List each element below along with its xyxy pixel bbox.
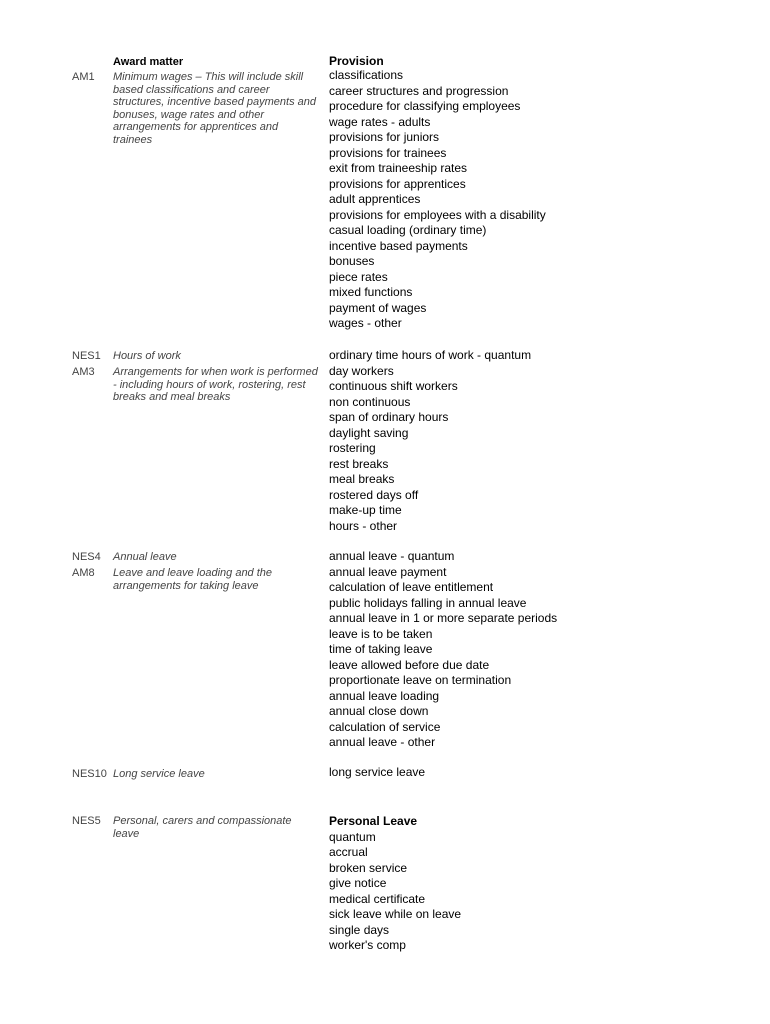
matter-code: NES1 — [72, 350, 101, 362]
provision-item: exit from traineeship rates — [329, 161, 468, 175]
matter-code: NES5 — [72, 815, 101, 827]
provision-item: hours - other — [329, 518, 398, 533]
provision-item: make-up time — [329, 503, 402, 517]
provision-item: non continuous — [329, 394, 411, 409]
provision-item: proportionate leave on termination — [329, 673, 512, 687]
provision-item: annual leave payment — [329, 564, 447, 579]
matter-code: NES4 — [72, 551, 101, 563]
provision-item: worker's comp — [329, 938, 406, 952]
provision-item: continuous shift workers — [329, 379, 458, 393]
provision-item: ordinary time hours of work - quantum — [329, 348, 532, 362]
provision-item: piece rates — [329, 269, 388, 284]
matter-code: AM1 — [72, 71, 95, 83]
matter-description: Annual leave — [113, 551, 177, 563]
provision-item: span of ordinary hours — [329, 410, 449, 424]
provision-group-title: Personal Leave — [329, 814, 418, 828]
matter-description: Leave and leave loading and the arrangements for taking leave — [113, 567, 273, 592]
award-matter-header: Award matter — [113, 56, 184, 68]
provision-item: annual leave in 1 or more separate periods — [329, 611, 558, 625]
provision-item: medical certificate — [329, 891, 426, 906]
provision-list — [329, 68, 546, 332]
provision-item: mixed functions — [329, 285, 413, 299]
provision-item: annual leave - other — [329, 735, 436, 749]
provision-list — [329, 348, 531, 534]
provision-item: time of taking leave — [329, 642, 433, 656]
provision-item: sick leave while on leave — [329, 907, 462, 921]
provision-item: broken service — [329, 860, 408, 875]
provision-item: procedure for classifying employees — [329, 99, 521, 113]
provision-item: give notice — [329, 876, 387, 890]
provision-item: provisions for apprentices — [329, 176, 466, 191]
provision-item: rostered days off — [329, 487, 419, 502]
provision-item: bonuses — [329, 254, 375, 268]
matter-code: AM8 — [72, 567, 95, 579]
provision-list — [329, 765, 425, 781]
provision-item: leave is to be taken — [329, 626, 433, 641]
provision-item: wages - other — [329, 316, 402, 330]
provision-item: single days — [329, 922, 390, 937]
provision-item: rostering — [329, 441, 376, 455]
provision-item: annual close down — [329, 704, 429, 718]
provision-list — [329, 814, 461, 954]
provision-header: Provision — [329, 54, 384, 68]
provision-item: annual leave - quantum — [329, 549, 455, 563]
provision-item: long service leave — [329, 765, 426, 779]
provision-item: meal breaks — [329, 472, 395, 486]
matter-description: Personal, carers and compassionate leave — [113, 815, 292, 840]
provision-item: rest breaks — [329, 456, 389, 471]
matter-description: Hours of work — [113, 350, 181, 362]
provision-item: quantum — [329, 829, 376, 844]
provision-item: adult apprentices — [329, 192, 421, 206]
matter-code: NES10 — [72, 768, 107, 780]
provision-item: calculation of service — [329, 719, 441, 734]
provision-item: provisions for employees with a disability — [329, 207, 546, 222]
provision-item: provisions for juniors — [329, 130, 440, 144]
provision-item: payment of wages — [329, 300, 427, 315]
provision-item: accrual — [329, 845, 368, 859]
provision-item: day workers — [329, 363, 394, 378]
provision-item: public holidays falling in annual leave — [329, 595, 527, 610]
provision-item: career structures and progression — [329, 83, 509, 98]
provision-item: calculation of leave entitlement — [329, 580, 494, 594]
provision-item: daylight saving — [329, 425, 409, 440]
provision-item: provisions for trainees — [329, 145, 447, 160]
provision-item: wage rates - adults — [329, 114, 431, 129]
matter-description: Long service leave — [113, 768, 205, 780]
matter-description: Minimum wages – This will include skill based classifications and career structures, incentive based payments and bonuses, wage rates and other arrangements for apprentices and trainees — [113, 71, 317, 146]
provision-item: casual loading (ordinary time) — [329, 223, 487, 237]
matter-description: Arrangements for when work is performed - including hours of work, rostering, rest breaks and meal breaks — [113, 366, 318, 403]
provision-item: leave allowed before due date — [329, 657, 490, 672]
provision-list — [329, 549, 557, 751]
provision-item: incentive based payments — [329, 238, 468, 253]
provision-item: classifications — [329, 68, 404, 82]
provision-item: annual leave loading — [329, 688, 440, 703]
matter-code: AM3 — [72, 366, 95, 378]
